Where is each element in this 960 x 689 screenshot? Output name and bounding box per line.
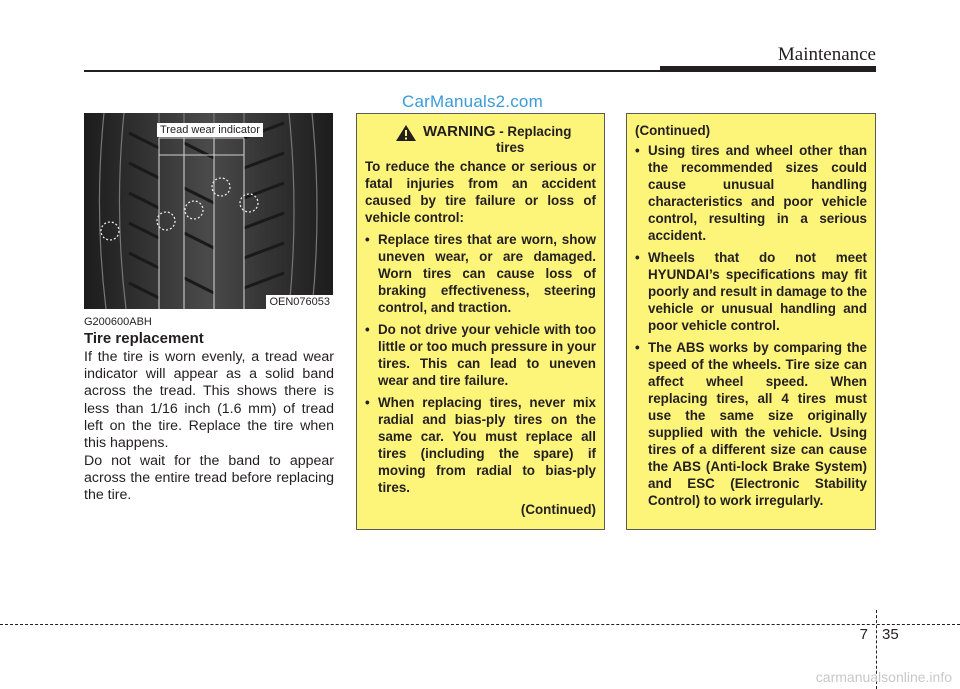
warning-bullet: • The ABS works by comparing the speed of the wheels. Tire size can affect wheel speed. When replacing tires, all 4 tires must use the same size originally supplied with the vehicle. Using tires of a different size can cause the ABS (Anti-lock Brake System) and ESC (Electronic Stability Control) to work irregularly. (635, 339, 867, 509)
warning-subtitle-2: tires (496, 140, 525, 155)
section-title: Tire replacement (84, 330, 204, 347)
warning-bullets-1 (365, 231, 596, 496)
warning-intro: To reduce the chance or serious or fatal injuries from an accident caused by tire failure or loss of vehicle control: (365, 159, 596, 225)
tire-tread-illustration (84, 113, 333, 309)
warning-bullet: • When replacing tires, never mix radial and bias-ply tires on the same car. You must replace all tires (including the spare) if moving from radial to bias-ply tires. (365, 394, 596, 496)
warning-box-2 (626, 113, 876, 530)
warning-triangle-icon (395, 124, 417, 142)
body-paragraph-2: Do not wait for the band to appear across the entire tread before replacing the tire. (84, 453, 334, 504)
warning-subtitle-1: - Replacing (499, 124, 572, 139)
warning-box-1 (356, 113, 605, 530)
header-rule-thin (84, 70, 660, 72)
chapter-number: 7 (859, 626, 868, 643)
warning-bullet: • Using tires and wheel other than the recommended sizes could cause unusual handling characteristics and poor vehicle control, resulting in a serious accident. (635, 142, 867, 244)
warning-header (365, 124, 596, 156)
warning-bullet: • Wheels that do not meet HYUNDAI’s specifications may fit poorly and result in damage to the vehicle or unusual handling and poor vehicle control. (635, 249, 867, 334)
warning-bullet: • Replace tires that are worn, show uneven wear, or are damaged. Worn tires can cause loss of braking effectiveness, steering control, and traction. (365, 231, 596, 316)
warning-bullets-2 (635, 142, 867, 509)
section-header-title: Maintenance (777, 44, 876, 65)
body-paragraph-1: If the tire is worn evenly, a tread wear indicator will appear as a solid band across the tread. This shows there is less than 1/16 inch (1.6 mm) of tread left on the tire. Replace the tire when this happens. (84, 349, 334, 452)
tire-tread-figure (84, 113, 333, 309)
warning-bullet: • Do not drive your vehicle with too little or too much pressure in your tires. This can lead to uneven wear and tire failure. (365, 321, 596, 389)
tread-wear-indicator-callout: Tread wear indicator (157, 123, 263, 137)
footer-rule (0, 624, 960, 625)
page-number: 35 (882, 626, 899, 643)
header-rule-thick (660, 66, 876, 72)
figure-image-code: OEN076053 (266, 295, 333, 309)
continued-label-end: (Continued) (520, 502, 596, 517)
watermark-top[interactable]: CarManuals2.com (402, 92, 543, 111)
warning-label: WARNING (423, 123, 496, 140)
continued-label-start: (Continued) (635, 123, 711, 138)
section-code: G200600ABH (84, 316, 152, 328)
watermark-bottom[interactable]: carmanualsonline.info (815, 669, 952, 685)
